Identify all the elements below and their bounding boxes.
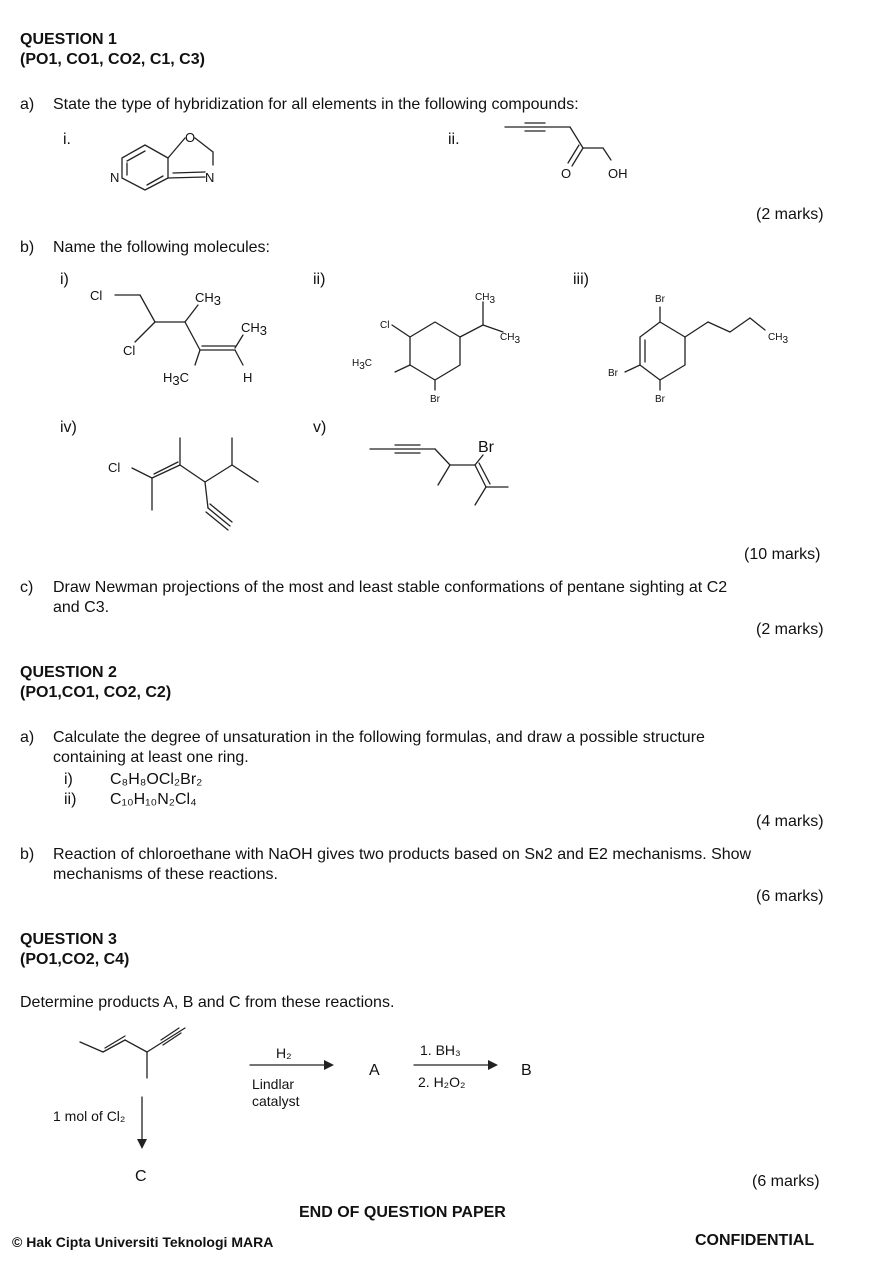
- q2a-ii-label: ii): [64, 791, 77, 808]
- copyright: © Hak Cipta Universiti Teknologi MARA: [12, 1234, 274, 1250]
- end-of-paper: END OF QUESTION PAPER: [299, 1204, 506, 1221]
- group-ch3-top: CH3: [475, 292, 496, 306]
- q2b-text-1: Reaction of chloroethane with NaOH gives two products based on Sɴ2 and E2 mechanisms. Show: [53, 846, 752, 863]
- molecule-b-ii: [340, 280, 540, 405]
- molecule-q3-start: [75, 1020, 205, 1085]
- q2a-marks: (4 marks): [756, 813, 824, 830]
- q1a-i-label: i.: [63, 131, 71, 148]
- q1c-text-2: and C3.: [53, 599, 110, 616]
- atom-n-left: N: [110, 170, 120, 185]
- q2b-text-2: mechanisms of these reactions.: [53, 866, 278, 883]
- reagent-h2o2: 2. H₂O₂: [418, 1074, 466, 1090]
- q3-marks: (6 marks): [752, 1173, 820, 1190]
- q1b-i-label: i): [60, 271, 69, 288]
- q2a-label: a): [20, 729, 35, 746]
- group-ch3-right: CH3: [500, 332, 521, 346]
- q1b-ii-label: ii): [313, 271, 326, 288]
- atom-o-carbonyl: O: [561, 166, 572, 181]
- q2a-text-2: containing at least one ring.: [53, 749, 249, 766]
- atom-br-top: Br: [655, 294, 665, 305]
- q2-title: QUESTION 2: [20, 664, 117, 681]
- q1a-ii-label: ii.: [448, 131, 460, 148]
- group-h3c: H3C: [352, 358, 373, 372]
- atom-cl: Cl: [380, 320, 390, 331]
- group-h3c: H3C: [163, 370, 190, 388]
- atom-n-right: N: [205, 170, 215, 185]
- q2b-label: b): [20, 846, 35, 863]
- q2-outcomes: (PO1,CO1, CO2, C2): [20, 684, 172, 701]
- confidential-label: CONFIDENTIAL: [695, 1232, 815, 1249]
- q1b-iii-label: iii): [573, 271, 589, 288]
- molecule-b-i: [85, 280, 285, 390]
- product-c: C: [135, 1168, 147, 1185]
- q1a-text: State the type of hybridization for all elements in the following compounds:: [53, 96, 579, 113]
- atom-br: Br: [430, 394, 440, 405]
- atom-o: O: [185, 130, 196, 145]
- atom-br: Br: [478, 439, 494, 456]
- product-a: A: [369, 1062, 380, 1079]
- q1a-label: a): [20, 96, 35, 113]
- atom-br-left: Br: [608, 368, 618, 379]
- atom-oh: OH: [608, 166, 628, 181]
- atom-cl-1: Cl: [90, 288, 103, 303]
- q1-title: QUESTION 1: [20, 31, 117, 48]
- atom-cl: Cl: [108, 460, 121, 475]
- molecule-b-iii: [600, 280, 800, 405]
- reaction-arrow-down: [132, 1095, 152, 1155]
- group-ch3-right: CH3: [241, 320, 268, 338]
- q1c-label: c): [20, 579, 34, 596]
- atom-cl-2: Cl: [123, 343, 136, 358]
- reagent-cl2: 1 mol of Cl₂: [53, 1108, 126, 1124]
- molecule-a-ii: [495, 118, 645, 193]
- reagent-lindlar: Lindlar: [252, 1076, 295, 1092]
- q2a-text-1: Calculate the degree of unsaturation in the following formulas, and draw a possible structure: [53, 729, 705, 746]
- q1b-text: Name the following molecules:: [53, 239, 270, 256]
- product-b: B: [521, 1062, 532, 1079]
- q3-title: QUESTION 3: [20, 931, 117, 948]
- reaction-arrow-1: [248, 1055, 338, 1075]
- reagent-h2: H₂: [276, 1045, 292, 1061]
- atom-br-bottom: Br: [655, 394, 665, 405]
- atom-h: H: [243, 370, 253, 385]
- q1b-iv-label: iv): [60, 419, 77, 436]
- molecule-b-v: [360, 430, 540, 515]
- q1b-marks: (10 marks): [744, 546, 821, 563]
- q1b-label: b): [20, 239, 35, 256]
- group-ch3: CH3: [768, 332, 789, 346]
- q2a-ii-formula: C₁₀H₁₀N₂Cl₄: [110, 791, 197, 808]
- q1c-text-1: Draw Newman projections of the most and least stable conformations of pentane sighting at C2: [53, 579, 728, 596]
- molecule-a-i: [105, 120, 225, 195]
- q2b-marks: (6 marks): [756, 888, 824, 905]
- q1a-marks: (2 marks): [756, 206, 824, 223]
- q2a-i-label: i): [64, 771, 73, 788]
- reagent-bh3: 1. BH₃: [420, 1042, 461, 1058]
- q3-outcomes: (PO1,CO2, C4): [20, 951, 130, 968]
- reagent-catalyst: catalyst: [252, 1093, 300, 1109]
- q1b-v-label: v): [313, 419, 327, 436]
- molecule-b-iv: [100, 430, 270, 540]
- q3-text: Determine products A, B and C from these reactions.: [20, 994, 395, 1011]
- q1c-marks: (2 marks): [756, 621, 824, 638]
- group-ch3-top: CH3: [195, 290, 222, 308]
- q2a-i-formula: C₈H₈OCl₂Br₂: [110, 771, 203, 788]
- q1-outcomes: (PO1, CO1, CO2, C1, C3): [20, 51, 205, 68]
